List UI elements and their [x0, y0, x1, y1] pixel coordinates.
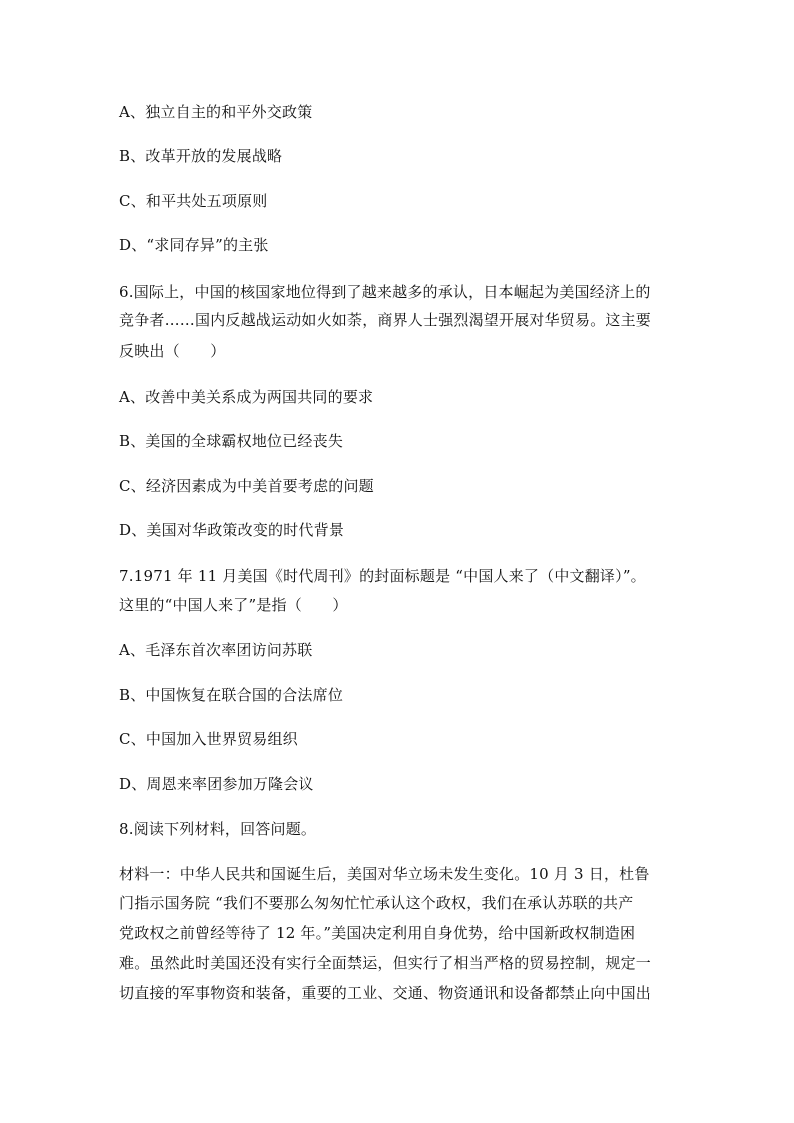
q8-stem: 8.阅读下列材料，回答问题。	[119, 820, 317, 838]
q6-stem-line-2: 竞争者……国内反越战运动如火如荼，商界人士强烈渴望开展对华贸易。这主要	[119, 311, 652, 329]
q6-stem-line-3: 反映出（ ）	[119, 342, 226, 360]
q5-option-d: D、“求同存异”的主张	[119, 236, 269, 254]
q5-option-b: B、改革开放的发展战略	[119, 147, 283, 165]
q7-option-b: B、中国恢复在联合国的合法席位	[119, 686, 344, 704]
q8-material1-line-5: 切直接的军事物资和装备，重要的工业、交通、物资通讯和设备都禁止向中国出	[119, 984, 652, 1002]
q6-option-a: A、改善中美关系成为两国共同的要求	[119, 388, 374, 406]
q5-option-c: C、和平共处五项原则	[119, 192, 268, 210]
q8-material1-line-2: 门指示国务院 “我们不要那么匆匆忙忙承认这个政权，我们在承认苏联的共产	[119, 894, 634, 912]
q7-stem-line-2: 这里的“中国人来了”是指（ ）	[119, 596, 348, 614]
q8-material1-line-1: 材料一：中华人民共和国诞生后，美国对华立场未发生变化。10 月 3 日，杜鲁	[119, 865, 650, 883]
q6-option-d: D、美国对华政策改变的时代背景	[119, 521, 345, 539]
q6-option-c: C、经济因素成为中美首要考虑的问题	[119, 477, 374, 495]
q7-stem-line-1: 7.1971 年 11 月美国《时代周刊》的封面标题是 “中国人来了（中文翻译）”。	[119, 567, 646, 585]
q8-material1-line-3: 党政权之前曾经等待了 12 年。”美国决定利用自身优势，给中国新政权制造困	[119, 924, 636, 942]
q7-option-c: C、中国加入世界贸易组织	[119, 730, 298, 748]
q6-option-b: B、美国的全球霸权地位已经丧失	[119, 432, 344, 450]
q7-option-d: D、周恩来率团参加万隆会议	[119, 775, 314, 793]
q7-option-a: A、毛泽东首次率团访问苏联	[119, 641, 313, 659]
q6-stem-line-1: 6.国际上，中国的核国家地位得到了越来越多的承认，日本崛起为美国经济上的	[119, 283, 651, 301]
q8-material1-line-4: 难。虽然此时美国还没有实行全面禁运，但实行了相当严格的贸易控制，规定一	[119, 954, 652, 972]
q5-option-a: A、独立自主的和平外交政策	[119, 103, 313, 121]
